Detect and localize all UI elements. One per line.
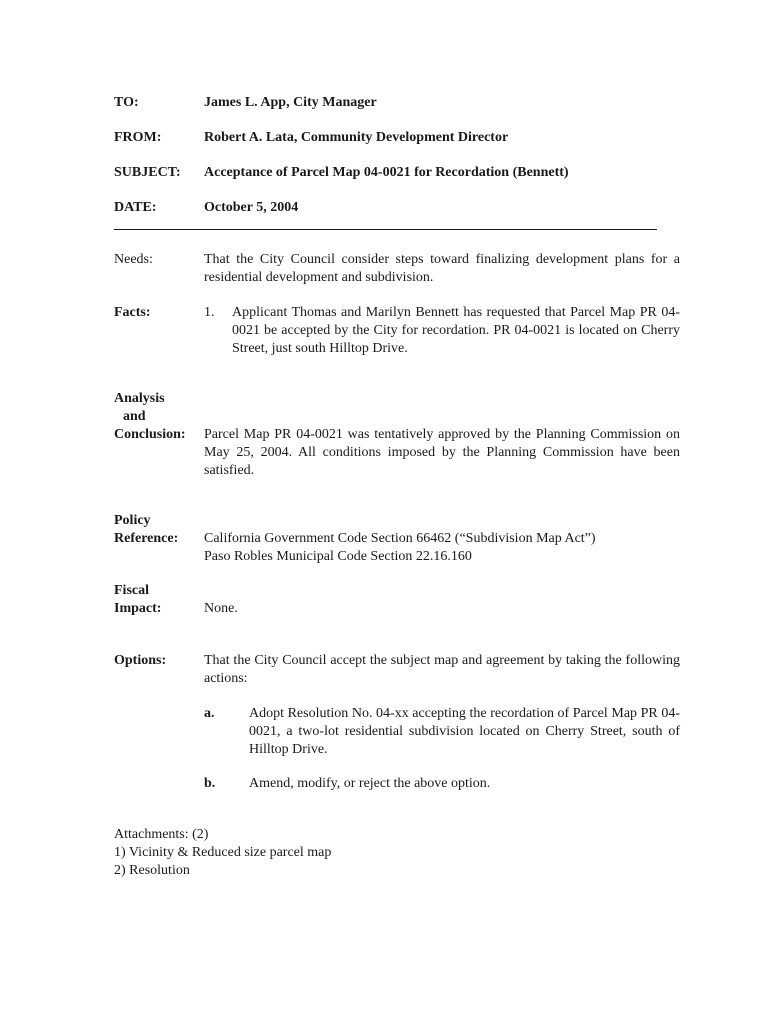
policy-label-line2: Reference: [114, 531, 179, 546]
analysis-label-line2: and [123, 409, 146, 424]
analysis-label-line1: Analysis [114, 391, 165, 406]
facts-list [204, 304, 680, 358]
date-value: October 5, 2004 [204, 200, 299, 215]
option-a [204, 705, 680, 759]
policy-label [114, 512, 202, 548]
fiscal-label-line2: Impact: [114, 601, 162, 616]
subject-row [114, 164, 674, 184]
fiscal-text: None. [204, 601, 238, 616]
needs-text: That the City Council consider steps toward finalizing development plans for a residential development and subdivision. [204, 252, 680, 285]
policy-refs [204, 530, 680, 566]
attachments-heading: Attachments: (2) [114, 827, 209, 842]
policy-ref-1: California Government Code Section 66462 (“Subdivision Map Act”) [204, 531, 596, 546]
fiscal-label-line1: Fiscal [114, 583, 149, 598]
analysis-text: Parcel Map PR 04-0021 was tentatively approved by the Planning Commission on May 25, 2004. All conditions imposed by the Planning Commission have been satisfied. [204, 427, 680, 478]
attachment-item-1: 1) Vicinity & Reduced size parcel map [114, 845, 332, 860]
option-b [204, 775, 680, 793]
policy-ref-2: Paso Robles Municipal Code Section 22.16.160 [204, 549, 472, 564]
facts-item-text: Applicant Thomas and Marilyn Bennett has requested that Parcel Map PR 04-0021 be accepted by the City for recordation. PR 04-0021 is located on Cherry Street, just south Hilltop Drive. [232, 305, 680, 356]
analysis-label [114, 390, 202, 444]
from-label: FROM: [114, 130, 162, 145]
header-divider [114, 229, 657, 230]
options-intro: That the City Council accept the subject map and agreement by taking the following actions: [204, 653, 680, 686]
analysis-label-line3: Conclusion: [114, 427, 186, 442]
option-a-text: Adopt Resolution No. 04-xx accepting the recordation of Parcel Map PR 04-0021, a two-lot residential subdivision located on Cherry Street, south of Hilltop Drive. [249, 706, 680, 757]
policy-label-line1: Policy [114, 513, 151, 528]
attachments-section [114, 826, 514, 880]
to-row [114, 94, 674, 114]
option-b-text: Amend, modify, or reject the above option. [249, 776, 491, 791]
facts-item [204, 304, 680, 358]
fiscal-label [114, 582, 202, 618]
to-value: James L. App, City Manager [204, 95, 377, 110]
subject-label: SUBJECT: [114, 165, 181, 180]
date-row [114, 199, 674, 219]
options-label: Options: [114, 653, 167, 668]
attachment-item-2: 2) Resolution [114, 863, 190, 878]
date-label: DATE: [114, 200, 157, 215]
from-row [114, 129, 674, 149]
subject-value: Acceptance of Parcel Map 04-0021 for Recordation (Bennett) [204, 165, 569, 180]
facts-item-number: 1. [204, 305, 215, 320]
option-a-mark: a. [204, 706, 215, 721]
needs-label: Needs: [114, 252, 153, 267]
facts-label: Facts: [114, 305, 151, 320]
from-value: Robert A. Lata, Community Development Director [204, 130, 509, 145]
to-label: TO: [114, 95, 139, 110]
option-b-mark: b. [204, 776, 216, 791]
